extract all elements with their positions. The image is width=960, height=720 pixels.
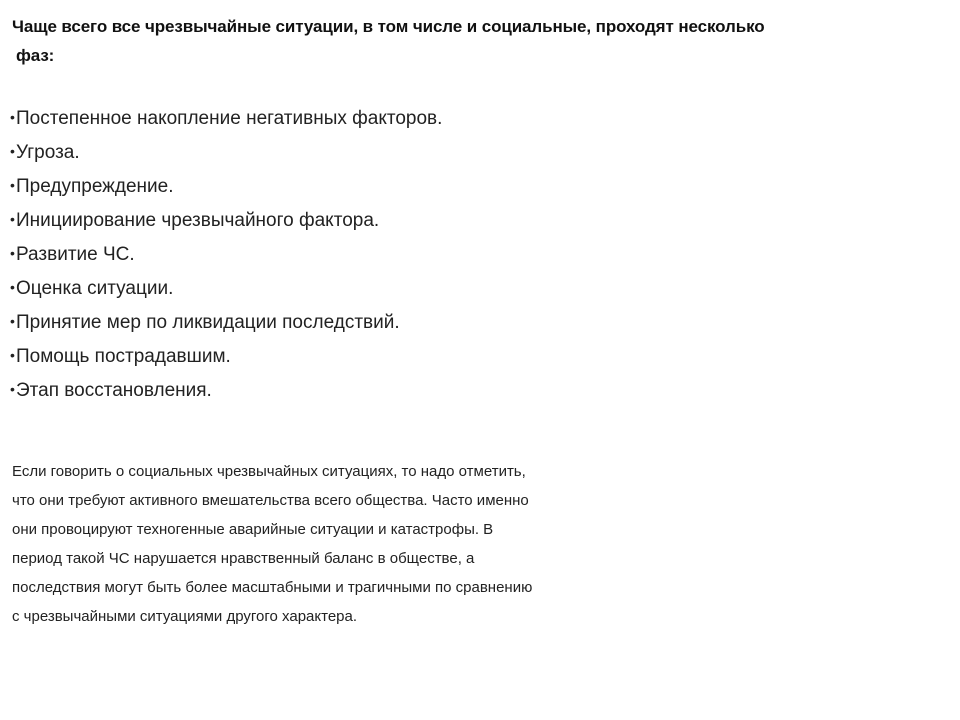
phase-text: Оценка ситуации. [16,278,174,299]
phase-text: Этап восстановления. [16,380,212,401]
list-item [10,340,442,374]
paragraph-line: с чрезвычайными ситуациями другого характера. [12,608,358,625]
phases-list [10,102,442,408]
list-item [10,170,442,204]
list-item [10,204,442,238]
paragraph-line: период такой ЧС нарушается нравственный баланс в обществе, а [12,550,475,567]
paragraph-line: что они требуют активного вмешательства всего общества. Часто именно [12,492,529,509]
phase-text: Угроза. [16,142,80,163]
list-item [10,272,442,306]
title-line-2: фаз: [16,46,55,65]
list-item [10,102,442,136]
list-item [10,306,442,340]
bullet-icon: • [10,177,15,193]
bullet-icon: • [10,109,15,125]
phase-text: Развитие ЧС. [16,244,135,265]
paragraph-line: Если говорить о социальных чрезвычайных ситуациях, то надо отметить, [12,463,526,480]
list-item [10,238,442,272]
paragraph-line: последствия могут быть более масштабными и трагичными по сравнению [12,579,533,596]
bullet-icon: • [10,279,15,295]
phase-text: Инициирование чрезвычайного фактора. [16,210,380,231]
bullet-icon: • [10,143,15,159]
page-title [12,12,952,70]
title-line-1: Чаще всего все чрезвычайные ситуации, в том числе и социальные, проходят несколько [12,17,765,36]
phase-text: Предупреждение. [16,176,174,197]
bullet-icon: • [10,347,15,363]
bullet-icon: • [10,245,15,261]
list-item [10,136,442,170]
paragraph-line: они провоцируют техногенные аварийные ситуации и катастрофы. В [12,521,494,538]
bullet-icon: • [10,313,15,329]
phase-text: Постепенное накопление негативных факторов. [16,108,443,129]
phase-text: Помощь пострадавшим. [16,346,231,367]
bullet-icon: • [10,381,15,397]
bullet-icon: • [10,211,15,227]
phase-text: Принятие мер по ликвидации последствий. [16,312,400,333]
list-item [10,374,442,408]
body-paragraph [12,457,712,631]
